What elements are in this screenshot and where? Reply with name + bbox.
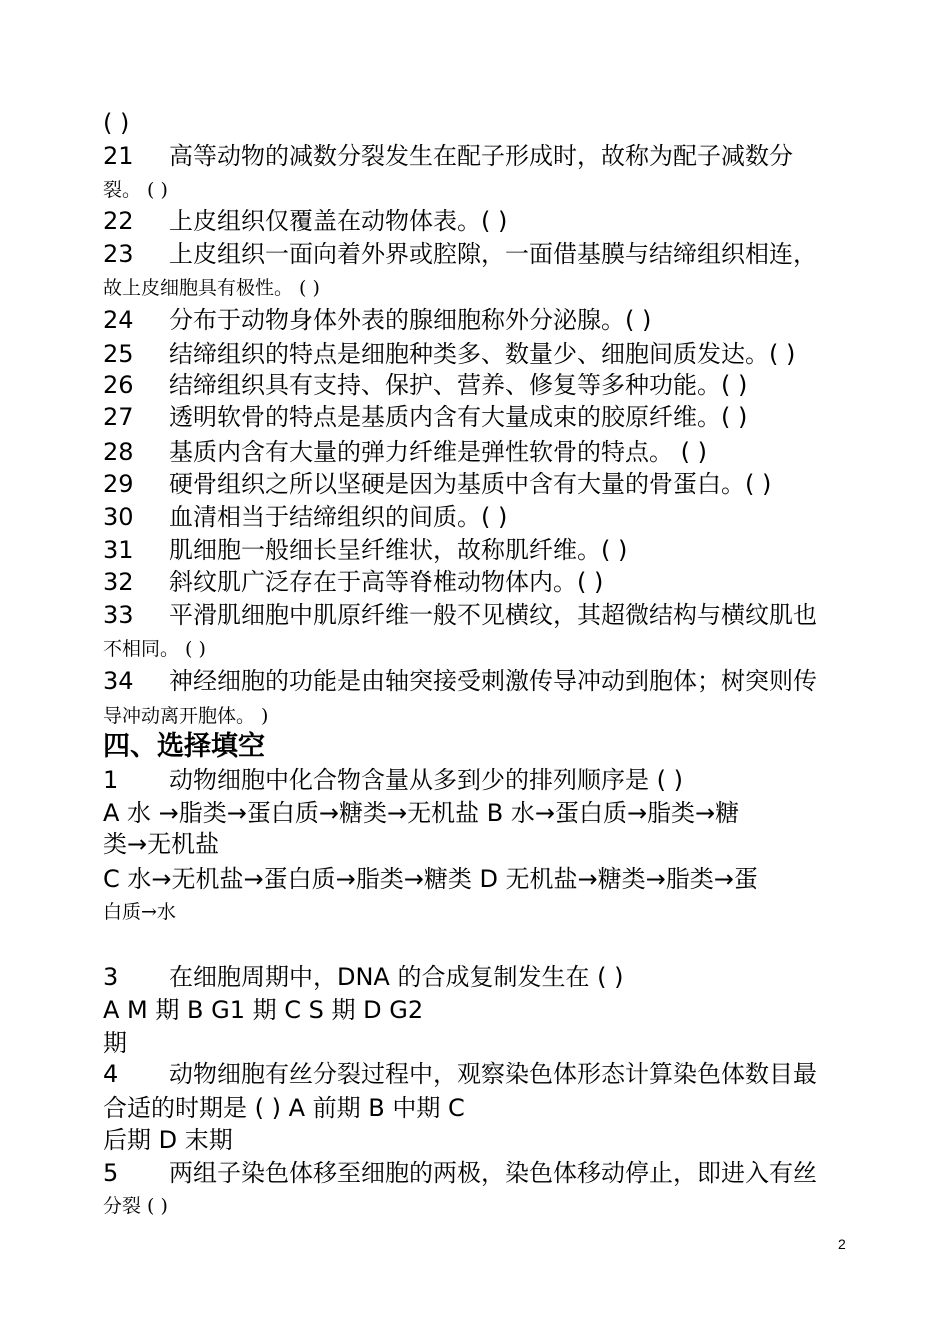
- text-line: [103, 305, 651, 335]
- line-text: 分裂 ( ): [103, 1195, 168, 1217]
- text-line: [103, 206, 507, 236]
- item-number: 28: [103, 438, 134, 466]
- line-text: 分布于动物身体外表的腺细胞称外分泌腺。( ): [169, 306, 652, 334]
- text-line: [103, 1028, 127, 1058]
- line-text: 不相同。 ( ): [103, 638, 206, 660]
- text-line: [103, 502, 507, 532]
- text-line: [103, 1093, 465, 1123]
- text-line: [103, 402, 747, 432]
- text-line: [103, 437, 707, 467]
- item-number: 34: [103, 667, 134, 695]
- item-number: 24: [103, 306, 134, 334]
- line-text: 肌细胞一般细长呈纤维状，故称肌纤维。( ): [169, 536, 628, 564]
- text-line: [103, 141, 793, 171]
- text-line: [103, 370, 747, 400]
- line-text: 神经细胞的功能是由轴突接受刺激传导冲动到胞体；树突则传: [169, 667, 817, 695]
- text-line: [103, 339, 795, 369]
- line-text: 动物细胞有丝分裂过程中，观察染色体形态计算染色体数目最: [169, 1060, 817, 1088]
- item-number: 22: [103, 207, 134, 235]
- text-line: [103, 273, 320, 303]
- line-text: 透明软骨的特点是基质内含有大量成束的胶原纤维。( ): [169, 403, 748, 431]
- item-number: 1: [103, 766, 119, 794]
- text-line: [103, 469, 771, 499]
- line-text: 血清相当于结缔组织的间质。( ): [169, 503, 508, 531]
- line-text: ( ): [103, 109, 130, 137]
- text-line: [103, 798, 739, 828]
- line-text: 裂。 ( ): [103, 179, 168, 201]
- line-text: 平滑肌细胞中肌原纤维一般不见横纹，其超微结构与横纹肌也: [169, 601, 817, 629]
- line-text: 两组子染色体移至细胞的两极，染色体移动停止，即进入有丝: [169, 1159, 817, 1187]
- item-number: 31: [103, 536, 134, 564]
- line-text: 在细胞周期中，DNA 的合成复制发生在 ( ): [169, 963, 624, 991]
- text-line: [103, 995, 423, 1025]
- item-number: 26: [103, 371, 134, 399]
- text-line: [103, 600, 817, 630]
- text-line: [103, 1158, 817, 1188]
- text-line: [103, 1125, 233, 1155]
- text-line: [103, 567, 603, 597]
- text-line: [103, 962, 623, 992]
- item-number: 30: [103, 503, 134, 531]
- item-number: 4: [103, 1060, 119, 1088]
- text-line: [103, 535, 627, 565]
- text-line: [103, 701, 268, 731]
- line-text: 上皮组织一面向着外界或腔隙，一面借基膜与结缔组织相连，: [169, 240, 817, 268]
- line-text: 上皮组织仅覆盖在动物体表。( ): [169, 207, 508, 235]
- item-number: 32: [103, 568, 134, 596]
- text-line: [103, 897, 176, 927]
- item-number: 29: [103, 470, 134, 498]
- item-number: 21: [103, 142, 134, 170]
- item-number: 5: [103, 1159, 119, 1187]
- line-text: 白质→水: [103, 901, 176, 923]
- text-line: [103, 239, 817, 269]
- text-line: [103, 829, 219, 859]
- text-line: [103, 175, 168, 205]
- section-heading: [103, 732, 265, 762]
- text-line: [103, 108, 129, 138]
- text-line: [103, 1059, 817, 1089]
- text-line: [103, 765, 683, 795]
- line-text: 合适的时期是 ( ) A 前期 B 中期 C: [103, 1094, 465, 1122]
- line-text: A M 期 B G1 期 C S 期 D G2: [103, 996, 424, 1024]
- line-text: 斜纹肌广泛存在于高等脊椎动物体内。( ): [169, 568, 604, 596]
- page-number: 2: [838, 1236, 846, 1252]
- text-line: [103, 864, 758, 894]
- line-text: 后期 D 末期: [103, 1126, 233, 1154]
- item-number: 3: [103, 963, 119, 991]
- line-text: 结缔组织具有支持、保护、营养、修复等多种功能。( ): [169, 371, 748, 399]
- line-text: 硬骨组织之所以坚硬是因为基质中含有大量的骨蛋白。( ): [169, 470, 772, 498]
- item-number: 23: [103, 240, 134, 268]
- line-text: C 水→无机盐→蛋白质→脂类→糖类 D 无机盐→糖类→脂类→蛋: [103, 865, 758, 893]
- line-text: A 水 →脂类→蛋白质→糖类→无机盐 B 水→蛋白质→脂类→糖: [103, 799, 740, 827]
- line-text: 期: [103, 1029, 127, 1057]
- text-line: [103, 666, 817, 696]
- item-number: 33: [103, 601, 134, 629]
- line-text: 类→无机盐: [103, 830, 220, 858]
- line-text: 四、选择填空: [103, 731, 265, 762]
- text-line: [103, 1191, 168, 1221]
- line-text: 故上皮细胞具有极性。 ( ): [103, 277, 320, 299]
- item-number: 27: [103, 403, 134, 431]
- line-text: 导冲动离开胞体。 ): [103, 705, 269, 727]
- item-number: 25: [103, 340, 134, 368]
- line-text: 结缔组织的特点是细胞种类多、数量少、细胞间质发达。( ): [169, 340, 796, 368]
- line-text: 动物细胞中化合物含量从多到少的排列顺序是 ( ): [169, 766, 683, 794]
- text-line: [103, 634, 206, 664]
- line-text: 高等动物的减数分裂发生在配子形成时，故称为配子减数分: [169, 142, 793, 170]
- line-text: 基质内含有大量的弹力纤维是弹性软骨的特点。 ( ): [169, 438, 707, 466]
